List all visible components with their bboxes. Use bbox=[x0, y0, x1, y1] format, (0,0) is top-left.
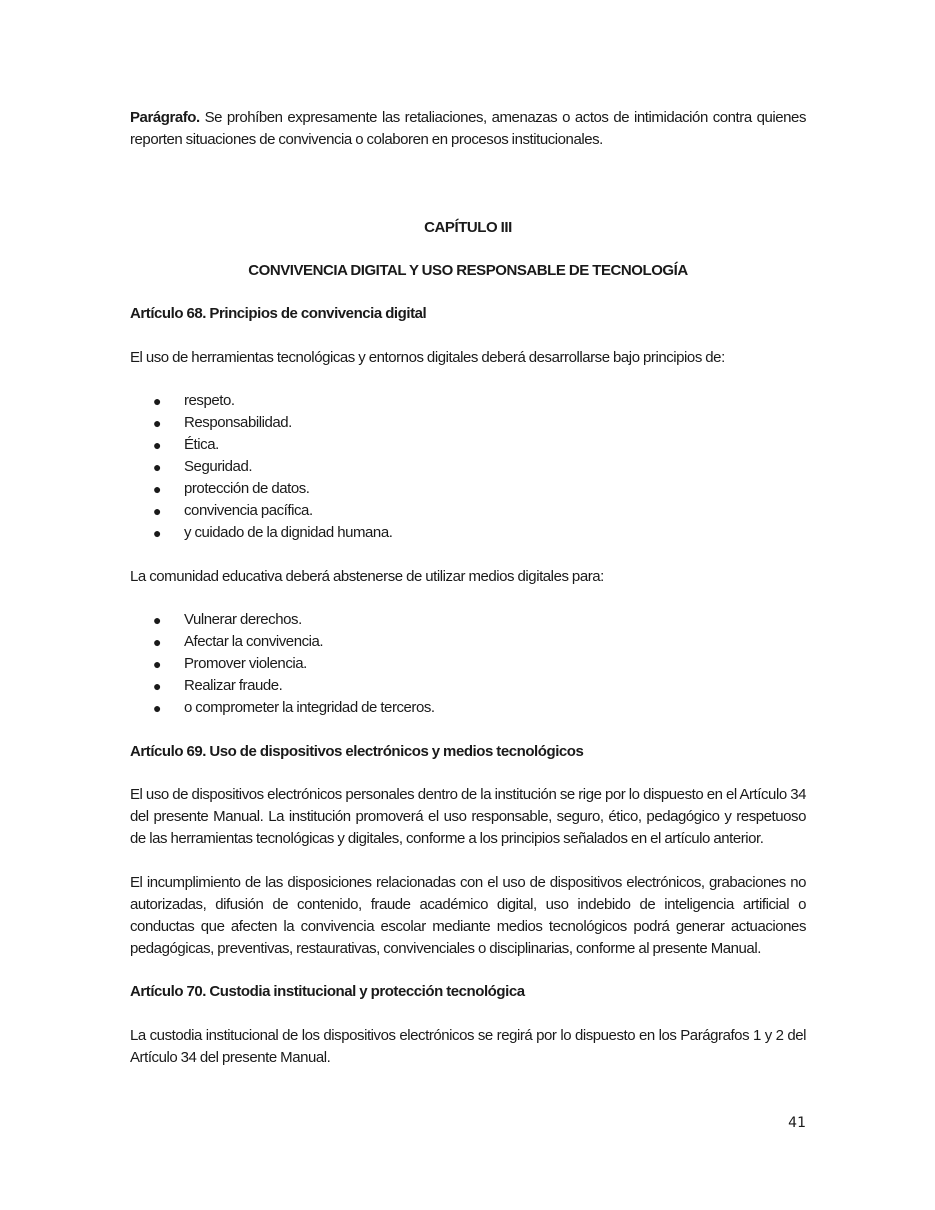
paragrafo-label: Parágrafo. bbox=[130, 109, 200, 126]
spacer bbox=[130, 195, 806, 217]
article-68-intro: El uso de herramientas tecnológicas y entornos digitales deberá desarrollarse bajo principios de: bbox=[130, 349, 725, 366]
spacer bbox=[130, 239, 806, 260]
article-69-paragraph-2: El incumplimiento de las disposiciones relacionadas con el uso de dispositivos electrónicos, grabaciones no autorizadas, difusión de contenido, fraude académico digital, uso indebido de inteligencia artificial o conductas que afecten la convivencia escolar mediante medios tecnológicos podrá generar actuaciones pedagógicas, preventivas, restaurativas, convivenciales o disciplinarias, conforme al presente Manual. bbox=[130, 874, 806, 957]
paragrafo-text: Se prohíben expresamente las retaliaciones, amenazas o actos de intimidación contra quienes reporten situaciones de convivencia o colaboren en procesos institucionales. bbox=[130, 109, 806, 148]
list-item bbox=[130, 609, 806, 631]
list-item bbox=[130, 434, 806, 456]
article-68-intro-2: La comunidad educativa deberá abstenerse de utilizar medios digitales para: bbox=[130, 568, 604, 585]
spacer bbox=[130, 850, 806, 872]
list-item-text: y cuidado de la dignidad humana. bbox=[184, 524, 393, 541]
article-70-heading: Artículo 70. Custodia institucional y protección tecnológica bbox=[130, 983, 525, 1000]
article-68-heading: Artículo 68. Principios de convivencia digital bbox=[130, 305, 427, 322]
list-item bbox=[130, 390, 806, 412]
list-item bbox=[130, 500, 806, 522]
bullet-icon: ● bbox=[152, 525, 161, 541]
list-item bbox=[130, 697, 806, 719]
bullet-icon: ● bbox=[152, 503, 161, 519]
spacer bbox=[130, 282, 806, 303]
list-item-text: Responsabilidad. bbox=[184, 414, 292, 431]
principles-list bbox=[130, 390, 806, 544]
spacer bbox=[130, 544, 806, 566]
list-item-text: respeto. bbox=[184, 392, 235, 409]
bullet-icon: ● bbox=[152, 612, 161, 628]
chapter-number: CAPÍTULO III bbox=[424, 219, 512, 236]
prohibitions-list bbox=[130, 609, 806, 719]
bullet-icon: ● bbox=[152, 437, 161, 453]
bullet-icon: ● bbox=[152, 678, 161, 694]
spacer bbox=[130, 960, 806, 981]
article-70-paragraph-1: La custodia institucional de los dispositivos electrónicos se regirá por lo dispuesto en los Parágrafos 1 y 2 del Artículo 34 del presente Manual. bbox=[130, 1027, 806, 1066]
spacer bbox=[130, 588, 806, 609]
paragrafo-paragraph bbox=[130, 107, 806, 151]
article-69-paragraph-1: El uso de dispositivos electrónicos personales dentro de la institución se rige por lo dispuesto en el Artículo 34 del presente Manual. La institución promoverá el uso responsable, seguro, ético, pedagógico y respetuoso de las herramientas tecnológicas y digitales, conforme a los principios señalados en el artículo anterior. bbox=[130, 786, 806, 847]
bullet-icon: ● bbox=[152, 393, 161, 409]
document-page bbox=[130, 107, 806, 1069]
spacer bbox=[130, 763, 806, 784]
list-item bbox=[130, 675, 806, 697]
bullet-icon: ● bbox=[152, 415, 161, 431]
list-item-text: protección de datos. bbox=[184, 480, 310, 497]
list-item-text: o comprometer la integridad de terceros. bbox=[184, 699, 435, 716]
spacer bbox=[130, 369, 806, 390]
list-item-text: Afectar la convivencia. bbox=[184, 633, 324, 650]
list-item bbox=[130, 478, 806, 500]
list-item-text: Realizar fraude. bbox=[184, 677, 283, 694]
spacer bbox=[130, 325, 806, 347]
list-item-text: Seguridad. bbox=[184, 458, 253, 475]
list-item-text: Ética. bbox=[184, 436, 219, 453]
list-item-text: Promover violencia. bbox=[184, 655, 307, 672]
article-69-heading: Artículo 69. Uso de dispositivos electrónicos y medios tecnológicos bbox=[130, 743, 584, 760]
list-item bbox=[130, 522, 806, 544]
bullet-icon: ● bbox=[152, 700, 161, 716]
list-item bbox=[130, 412, 806, 434]
bullet-icon: ● bbox=[152, 481, 161, 497]
page-number: 41 bbox=[788, 1115, 806, 1131]
list-item bbox=[130, 631, 806, 653]
bullet-icon: ● bbox=[152, 656, 161, 672]
chapter-title: CONVIVENCIA DIGITAL Y USO RESPONSABLE DE TECNOLOGÍA bbox=[248, 262, 688, 279]
spacer bbox=[130, 1003, 806, 1025]
spacer bbox=[130, 719, 806, 741]
list-item bbox=[130, 653, 806, 675]
list-item bbox=[130, 456, 806, 478]
bullet-icon: ● bbox=[152, 459, 161, 475]
list-item-text: Vulnerar derechos. bbox=[184, 611, 302, 628]
spacer bbox=[130, 151, 806, 195]
list-item-text: convivencia pacífica. bbox=[184, 502, 313, 519]
bullet-icon: ● bbox=[152, 634, 161, 650]
